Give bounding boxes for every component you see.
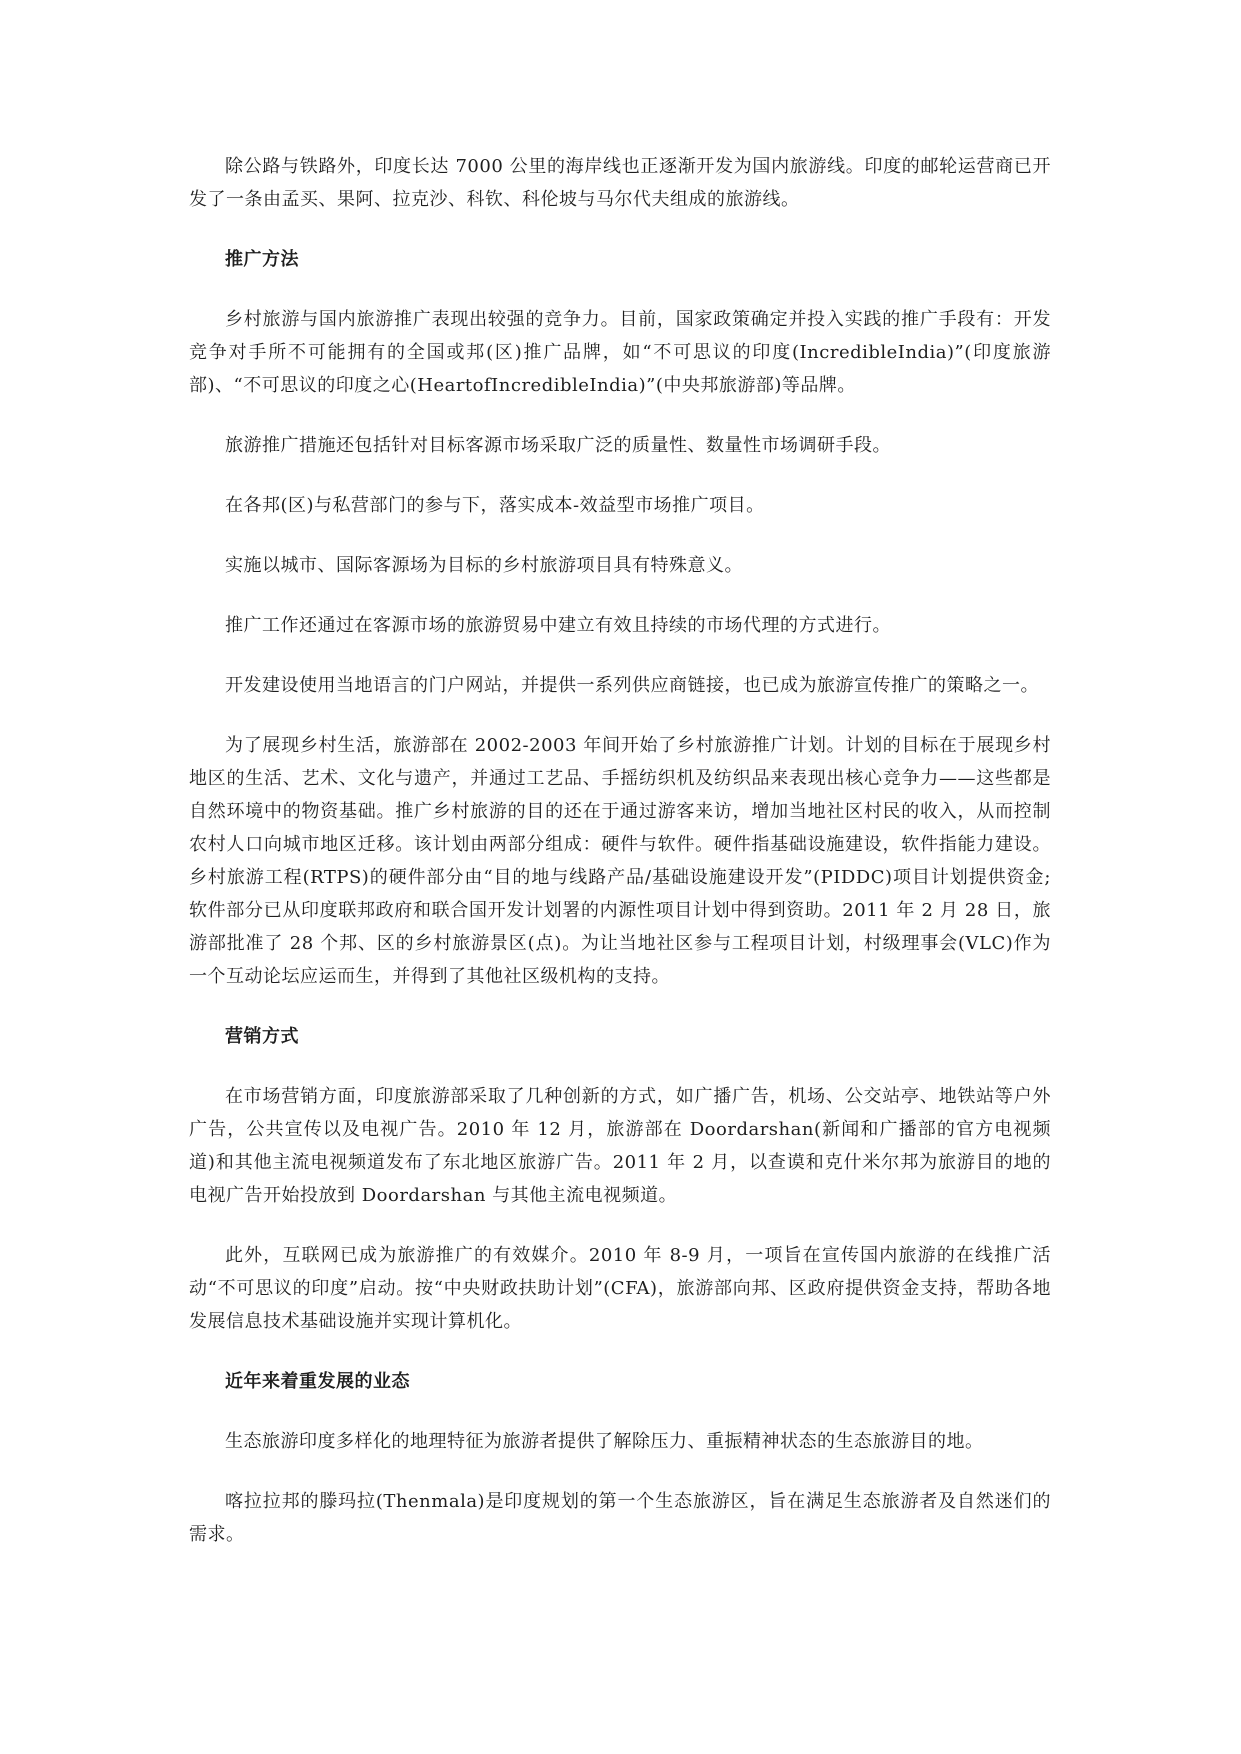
document-page — [189, 150, 1051, 1551]
paragraph-market-agents: 推广工作还通过在客源市场的旅游贸易中建立有效且持续的市场代理的方式进行。 — [225, 615, 891, 636]
paragraph-city-targets: 实施以城市、国际客源场为目标的乡村旅游项目具有特殊意义。 — [225, 555, 743, 576]
paragraph-portal-sites: 开发建设使用当地语言的门户网站，并提供一系列供应商链接，也已成为旅游宣传推广的策略之一。 — [225, 675, 1039, 696]
heading-marketing-methods: 营销方式 — [225, 1026, 299, 1047]
paragraph-tv-advertising: 在市场营销方面，印度旅游部采取了几种创新的方式，如广播广告，机场、公交站亭、地铁站等户外广告，公共宣传以及电视广告。2010 年 12 月，旅游部在 Doordarshan(新闻和广播部的官方电视频道)和其他主流电视频道发布了东北地区旅游广告。2011 年 2 月，以查谟和克什米尔邦为旅游目的地的电视广告开始投放到 Doordarshan 与其他主流电视频道。 — [189, 1086, 1051, 1206]
heading-recent-formats: 近年来着重发展的业态 — [225, 1371, 410, 1392]
paragraph-thenmala: 喀拉拉邦的滕玛拉(Thenmala)是印度规划的第一个生态旅游区，旨在满足生态旅游者及自然迷们的需求。 — [189, 1491, 1051, 1545]
paragraph-promotion-brands: 乡村旅游与国内旅游推广表现出较强的竞争力。目前，国家政策确定并投入实践的推广手段有：开发竞争对手所不可能拥有的全国或邦(区)推广品牌，如“不可思议的印度(IncredibleIndia)”(印度旅游部)、“不可思议的印度之心(HeartofIncredibleIndia)”(中央邦旅游部)等品牌。 — [189, 309, 1051, 396]
paragraph-ecotourism: 生态旅游印度多样化的地理特征为旅游者提供了解除压力、重振精神状态的生态旅游目的地。 — [225, 1431, 984, 1452]
paragraph-market-research: 旅游推广措施还包括针对目标客源市场采取广泛的质量性、数量性市场调研手段。 — [225, 435, 891, 456]
paragraph-internet-promotion: 此外，互联网已成为旅游推广的有效媒介。2010 年 8-9 月，一项旨在宣传国内旅游的在线推广活动“不可思议的印度”启动。按“中央财政扶助计划”(CFA)，旅游部向邦、区政府提供资金支持，帮助各地发展信息技术基础设施并实现计算机化。 — [189, 1245, 1051, 1332]
paragraph-rural-tourism-plan: 为了展现乡村生活，旅游部在 2002-2003 年间开始了乡村旅游推广计划。计划的目标在于展现乡村地区的生活、艺术、文化与遗产，并通过工艺品、手摇纺织机及纺织品来表现出核心竞争力——这些都是自然环境中的物资基础。推广乡村旅游的目的还在于通过游客来访，增加当地社区村民的收入，从而控制农村人口向城市地区迁移。该计划由两部分组成：硬件与软件。硬件指基础设施建设，软件指能力建设。乡村旅游工程(RTPS)的硬件部分由“目的地与线路产品/基础设施建设开发”(PIDDC)项目计划提供资金;软件部分已从印度联邦政府和联合国开发计划署的内源性项目计划中得到资助。2011 年 2 月 28 日，旅游部批准了 28 个邦、区的乡村旅游景区(点)。为让当地社区参与工程项目计划，村级理事会(VLC)作为一个互动论坛应运而生，并得到了其他社区级机构的支持。 — [189, 735, 1051, 987]
paragraph-cost-effective: 在各邦(区)与私营部门的参与下，落实成本-效益型市场推广项目。 — [225, 495, 765, 516]
heading-promotion-methods: 推广方法 — [225, 249, 299, 270]
paragraph-coastline: 除公路与铁路外，印度长达 7000 公里的海岸线也正逐渐开发为国内旅游线。印度的邮轮运营商已开发了一条由孟买、果阿、拉克沙、科钦、科伦坡与马尔代夫组成的旅游线。 — [189, 156, 1051, 210]
